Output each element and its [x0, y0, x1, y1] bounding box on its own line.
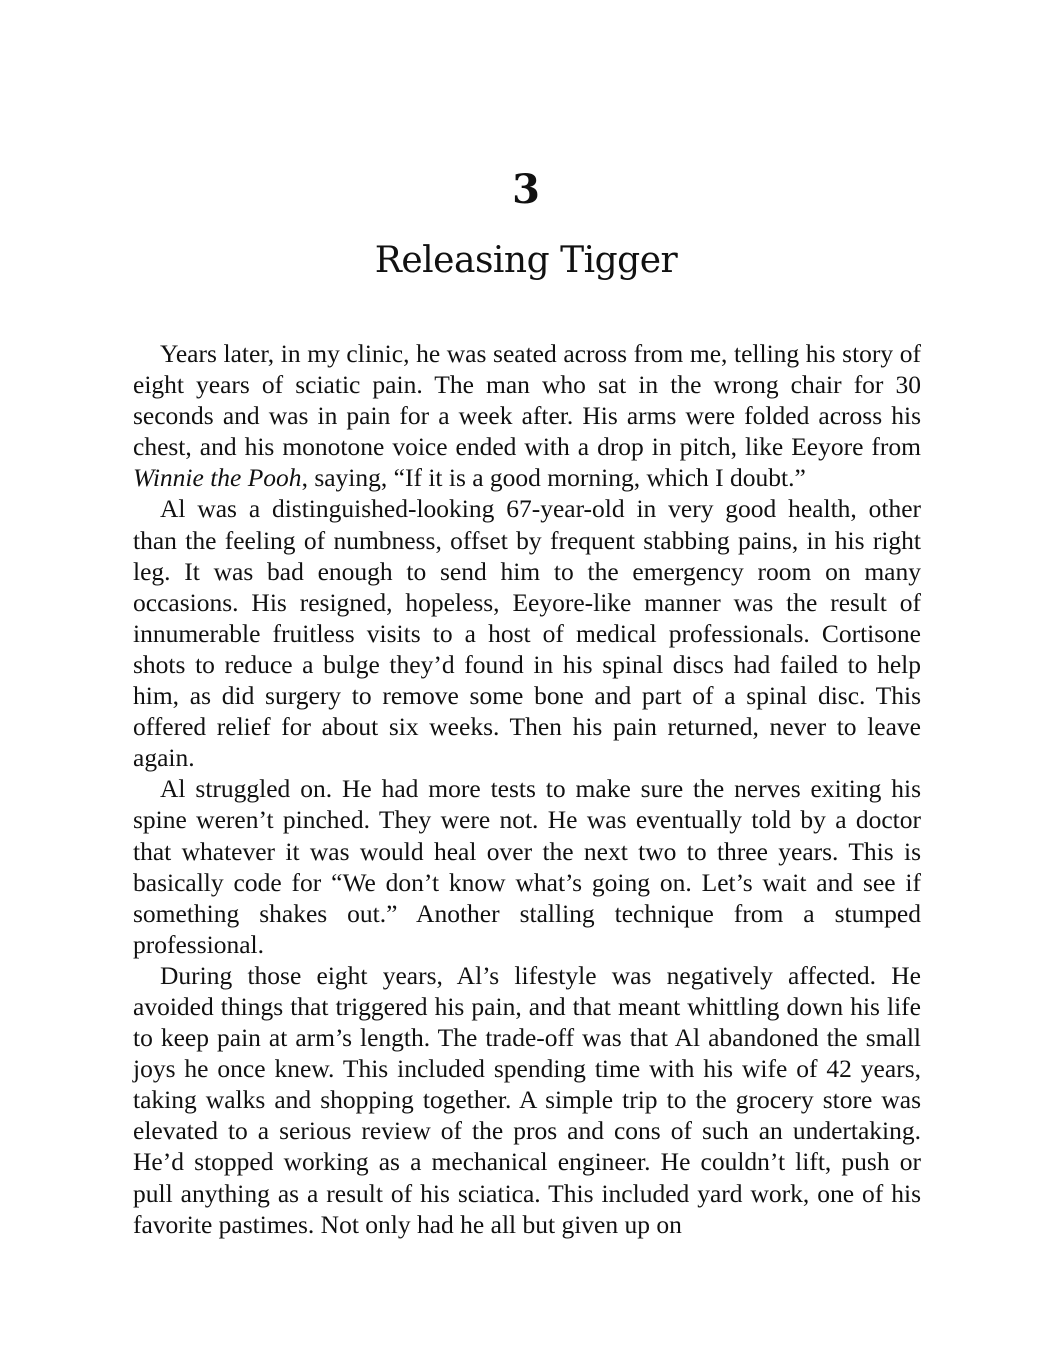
- paragraph-4: During those eight years, Al’s lifestyle was negatively affected. He avoided things that triggered his pain, and that meant whittling down his life to keep pain at arm’s length. The trade-off was that Al abandoned the small joys he once knew. This included spending time with his wife of 42 years, taking walks and shopping together. A simple trip to the grocery store was elevated to a serious review of the pros and cons of such an undertaking. He’d stopped working as a mechanical engineer. He couldn’t lift, push or pull anything as a result of his sciatica. This included yard work, one of his favorite pastimes. Not only had he all but given up on: [133, 960, 921, 1239]
- paragraph-1-text-end: , saying, “If it is a good morning, which I doubt.”: [301, 463, 806, 493]
- paragraph-3: Al struggled on. He had more tests to make sure the nerves exiting his spine weren’t pinched. They were not. He was eventually told by a doctor that whatever it was would heal over the next two to three years. This is basically code for “We don’t know what’s going on. Let’s wait and see if something shakes out.” Another stalling technique from a stumped professional.: [133, 774, 921, 959]
- paragraph-2: Al was a distinguished-looking 67-year-old in very good health, other than the feeling of numbness, offset by frequent stabbing pains, in his right leg. It was bad enough to send him to the emergency room on many occasions. His resigned, hopeless, Eeyore-like manner was the result of innumerable fruitless visits to a host of medical professionals. Cortisone shots to reduce a bulge they’d found in his spinal discs had failed to help him, as did surgery to remove some bone and part of a spinal disc. This offered relief for about six weeks. Then his pain returned, never to leave again.: [133, 494, 921, 773]
- paragraph-1-text-start: Years later, in my clinic, he was seated across from me, telling his story of eight years of sciatic pain. The man who sat in the wrong chair for 30 seconds and was in pain for a week after. His arms were folded across his chest, and his monotone voice ended with a drop in pitch, like Eeyore from: [133, 339, 921, 462]
- chapter-body: [133, 338, 921, 1240]
- chapter-number: 3: [512, 166, 540, 213]
- paragraph-1: [133, 338, 921, 493]
- chapter-title: Releasing Tigger: [374, 240, 678, 281]
- book-title-italic: Winnie the Pooh: [133, 463, 302, 493]
